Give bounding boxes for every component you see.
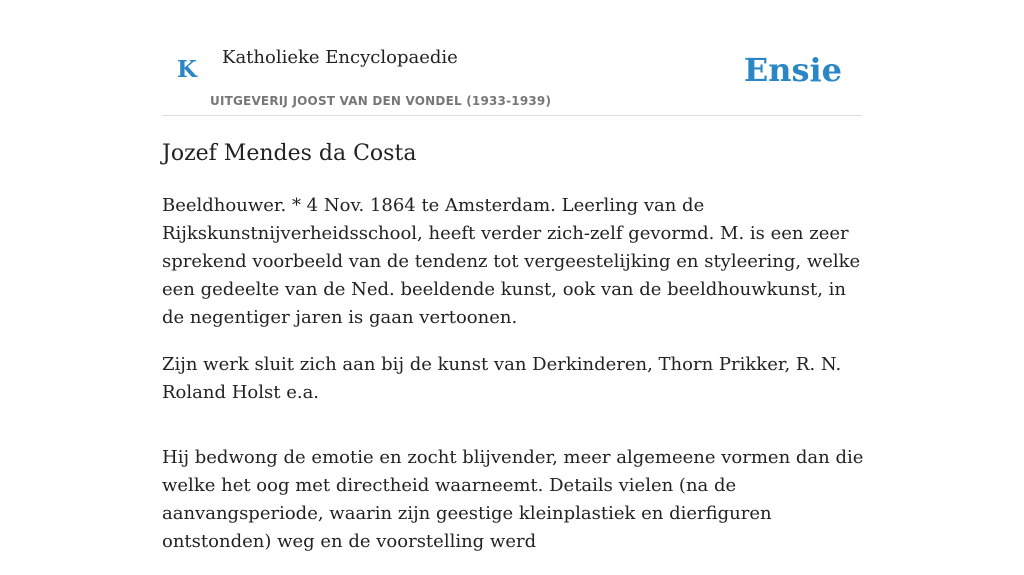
ensie-logo[interactable]: Ensie bbox=[743, 51, 842, 89]
article-paragraph: Zijn werk sluit zich aan bij de kunst van Derkinderen, Thorn Prikker, R. N. Roland Holst e.a. bbox=[162, 354, 842, 403]
header-divider bbox=[162, 115, 862, 116]
publisher-subtitle: UITGEVERIJ JOOST VAN DEN VONDEL (1933-1939) bbox=[210, 94, 552, 108]
site-title[interactable]: Katholieke Encyclopaedie bbox=[222, 47, 458, 68]
article-paragraph: Beeldhouwer. * 4 Nov. 1864 te Amsterdam. Leerling van de Rijkskunstnijverheidsschool, heeft verder zich-zelf gevormd. M. is een zeer sprekend voorbeeld van de tendenz tot vergeestelijking en styleering, welke een gedeelte van de Ned. beeldende kunst, ook van de beeldhouwkunst, in de negentiger jaren is gaan vertoonen. bbox=[162, 195, 861, 328]
article-title: Jozef Mendes da Costa bbox=[162, 141, 417, 166]
article-paragraph: Hij bedwong de emotie en zocht blijvender, meer algemeene vormen dan die welke het oog met directheid waarneemt. Details vielen (na de aanvangsperiode, waarin zijn geestige kleinplastiek en dierfiguren ontstonden) weg en de voorstelling werd bbox=[162, 447, 864, 552]
logo-k-icon[interactable]: K bbox=[177, 56, 197, 83]
article-body bbox=[162, 192, 867, 575]
